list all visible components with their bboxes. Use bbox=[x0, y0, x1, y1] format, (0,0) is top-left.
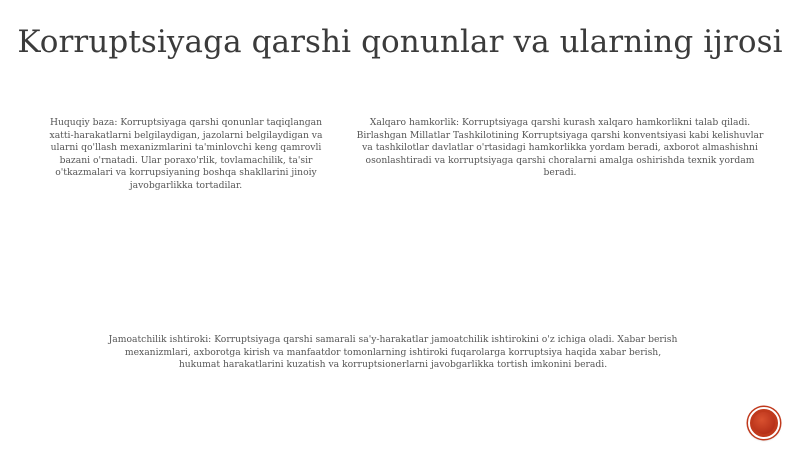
paragraph-public-participation: Jamoatchilik ishtiroki: Korruptsiyaga qarshi samarali sa'y-harakatlar jamoatchilik ishtirokini o'z ichiga oladi. Xabar berish mexanizmlari, axborotga kirish va manfaatdor tomonlarning ishtiroki fuqarolarga korruptsiya haqida xabar berish, hukumat harakatlarini kuzatish va korruptsionerlarni javobgarlikka tortish imkonini beradi. bbox=[108, 334, 678, 371]
paragraph-international-cooperation: Xalqaro hamkorlik: Korruptsiyaga qarshi kurash xalqaro hamkorlikni talab qiladi. Birlashgan Millatlar Tashkilotining Korruptsiyaga qarshi konventsiyasi kabi kelishuvlar va tashkilotlar davlatlar o'rtasidagi hamkorlikka yordam beradi, axborot almashishni osonlashtiradi va korruptsiyaga qarshi choralarni amalga oshirishda texnik yordam beradi. bbox=[356, 117, 764, 179]
next-slide-button[interactable] bbox=[748, 407, 780, 439]
slide-title: Korruptsiyaga qarshi qonunlar va ularning ijrosi bbox=[17, 24, 783, 60]
next-slide-icon bbox=[753, 412, 775, 434]
paragraph-legal-base: Huquqiy baza: Korruptsiyaga qarshi qonunlar taqiqlangan xatti-harakatlarni belgilaydigan, jazolarni belgilaydigan va ularni qo'llash mexanizmlarini ta'minlovchi keng qamrovli bazani o'rnatadi. Ular poraxo'rlik, tovlamachilik, ta'sir o'tkazmalari va korrupsiyaning boshqa shakllarini jinoiy javobgarlikka tortadilar. bbox=[49, 117, 323, 191]
